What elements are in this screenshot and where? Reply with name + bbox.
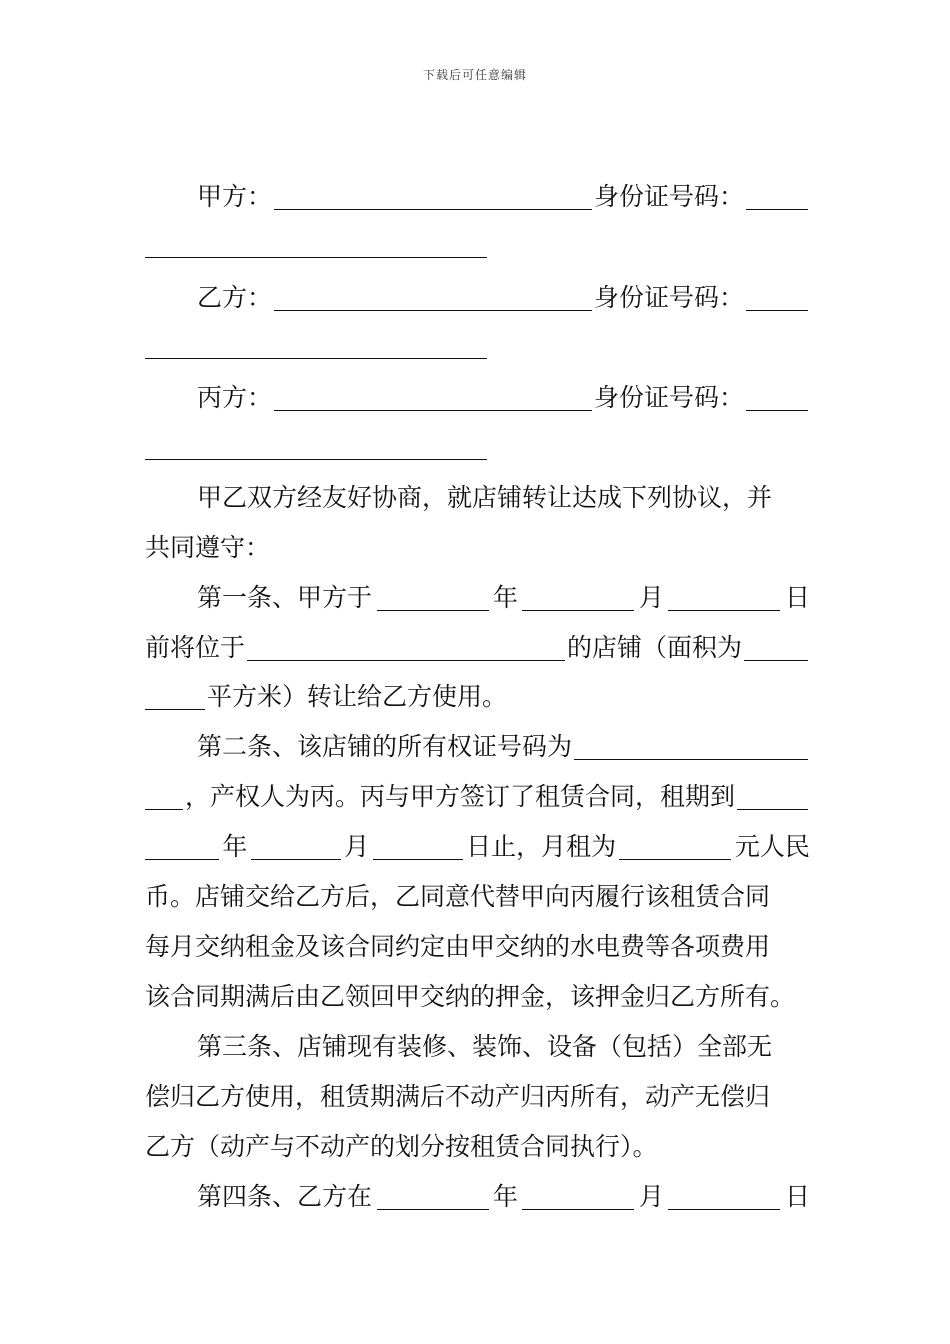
article-4-line-1: 第四条、乙方在 年 月 日 bbox=[197, 1182, 810, 1211]
article-4-day-blank[interactable] bbox=[668, 1183, 780, 1210]
intro-line-1: 甲乙双方经友好协商，就店铺转让达成下列协议，并 bbox=[197, 483, 773, 512]
article-2-line-4: 币。店铺交给乙方后，乙同意代替甲向丙履行该租赁合同 bbox=[145, 882, 771, 911]
party-b-id-label: 身份证号码： bbox=[594, 283, 745, 312]
article-3-line-3: 乙方（动产与不动产的划分按租赁合同执行）。 bbox=[145, 1132, 658, 1161]
article-3-line-2: 偿归乙方使用，租赁期满后不动产归丙所有，动产无偿归 bbox=[145, 1082, 771, 1111]
article-1-line-1: 第一条、甲方于 年 月 日 bbox=[145, 581, 810, 615]
article-2-term-blank[interactable] bbox=[737, 783, 808, 810]
party-a-label: 甲方： bbox=[197, 182, 273, 211]
party-b-label: 乙方： bbox=[197, 283, 273, 312]
party-a-id-label: 身份证号码： bbox=[594, 182, 745, 211]
page-header: 下载后可任意编辑 bbox=[422, 68, 527, 82]
article-2-day-blank[interactable] bbox=[373, 833, 463, 860]
party-c-id-blank[interactable] bbox=[746, 384, 808, 411]
article-2-line-5: 每月交纳租金及该合同约定由甲交纳的水电费等各项费用 bbox=[145, 932, 771, 961]
party-a-id-blank[interactable] bbox=[746, 183, 808, 210]
article-1-month-blank[interactable] bbox=[522, 584, 634, 611]
party-b-id-blank[interactable] bbox=[746, 284, 808, 311]
party-c-label: 丙方： bbox=[197, 383, 273, 412]
party-c-id-label: 身份证号码： bbox=[594, 383, 745, 412]
article-2-line-1: 第二条、该店铺的所有权证号码为 bbox=[145, 730, 810, 764]
article-2-rent-blank[interactable] bbox=[619, 833, 731, 860]
article-2-month-blank[interactable] bbox=[251, 833, 341, 860]
article-2-year-blank[interactable] bbox=[145, 833, 219, 860]
intro-line-2: 共同遵守： bbox=[145, 533, 271, 562]
article-2-line-6: 该合同期满后由乙领回甲交纳的押金，该押金归乙方所有。 bbox=[145, 982, 796, 1011]
article-2-line-3: 年 月 日止，月租为 元人民 bbox=[145, 830, 810, 864]
party-a-line bbox=[145, 180, 810, 214]
article-4-year-blank[interactable] bbox=[377, 1183, 489, 1210]
article-1-area-blank[interactable] bbox=[744, 634, 808, 661]
party-b-line bbox=[145, 281, 810, 315]
party-a-name-blank[interactable] bbox=[274, 183, 592, 210]
article-1-line-3: 平方米）转让给乙方使用。 bbox=[145, 680, 810, 714]
party-b-name-blank[interactable] bbox=[274, 284, 592, 311]
article-2-line-2: ，产权人为丙。丙与甲方签订了租赁合同，租期到 bbox=[145, 780, 810, 814]
party-c-line bbox=[145, 381, 810, 415]
article-1-line-2: 前将位于 的店铺（面积为 bbox=[145, 631, 810, 665]
article-2-cert-blank-cont[interactable] bbox=[145, 783, 183, 810]
party-c-name-blank[interactable] bbox=[274, 384, 592, 411]
article-1-day-blank[interactable] bbox=[668, 584, 780, 611]
party-a-id-blank-cont[interactable] bbox=[145, 256, 487, 258]
article-1-location-blank[interactable] bbox=[247, 634, 565, 661]
article-1-area-blank-cont[interactable] bbox=[145, 683, 205, 710]
article-4-month-blank[interactable] bbox=[522, 1183, 634, 1210]
article-1-year-blank[interactable] bbox=[377, 584, 489, 611]
article-3-line-1: 第三条、店铺现有装修、装饰、设备（包括）全部无 bbox=[197, 1032, 773, 1061]
party-c-id-blank-cont[interactable] bbox=[145, 458, 487, 460]
article-2-cert-blank[interactable] bbox=[574, 733, 808, 760]
article-1-prefix: 第一条、甲方于 bbox=[197, 583, 373, 612]
party-b-id-blank-cont[interactable] bbox=[145, 357, 487, 359]
